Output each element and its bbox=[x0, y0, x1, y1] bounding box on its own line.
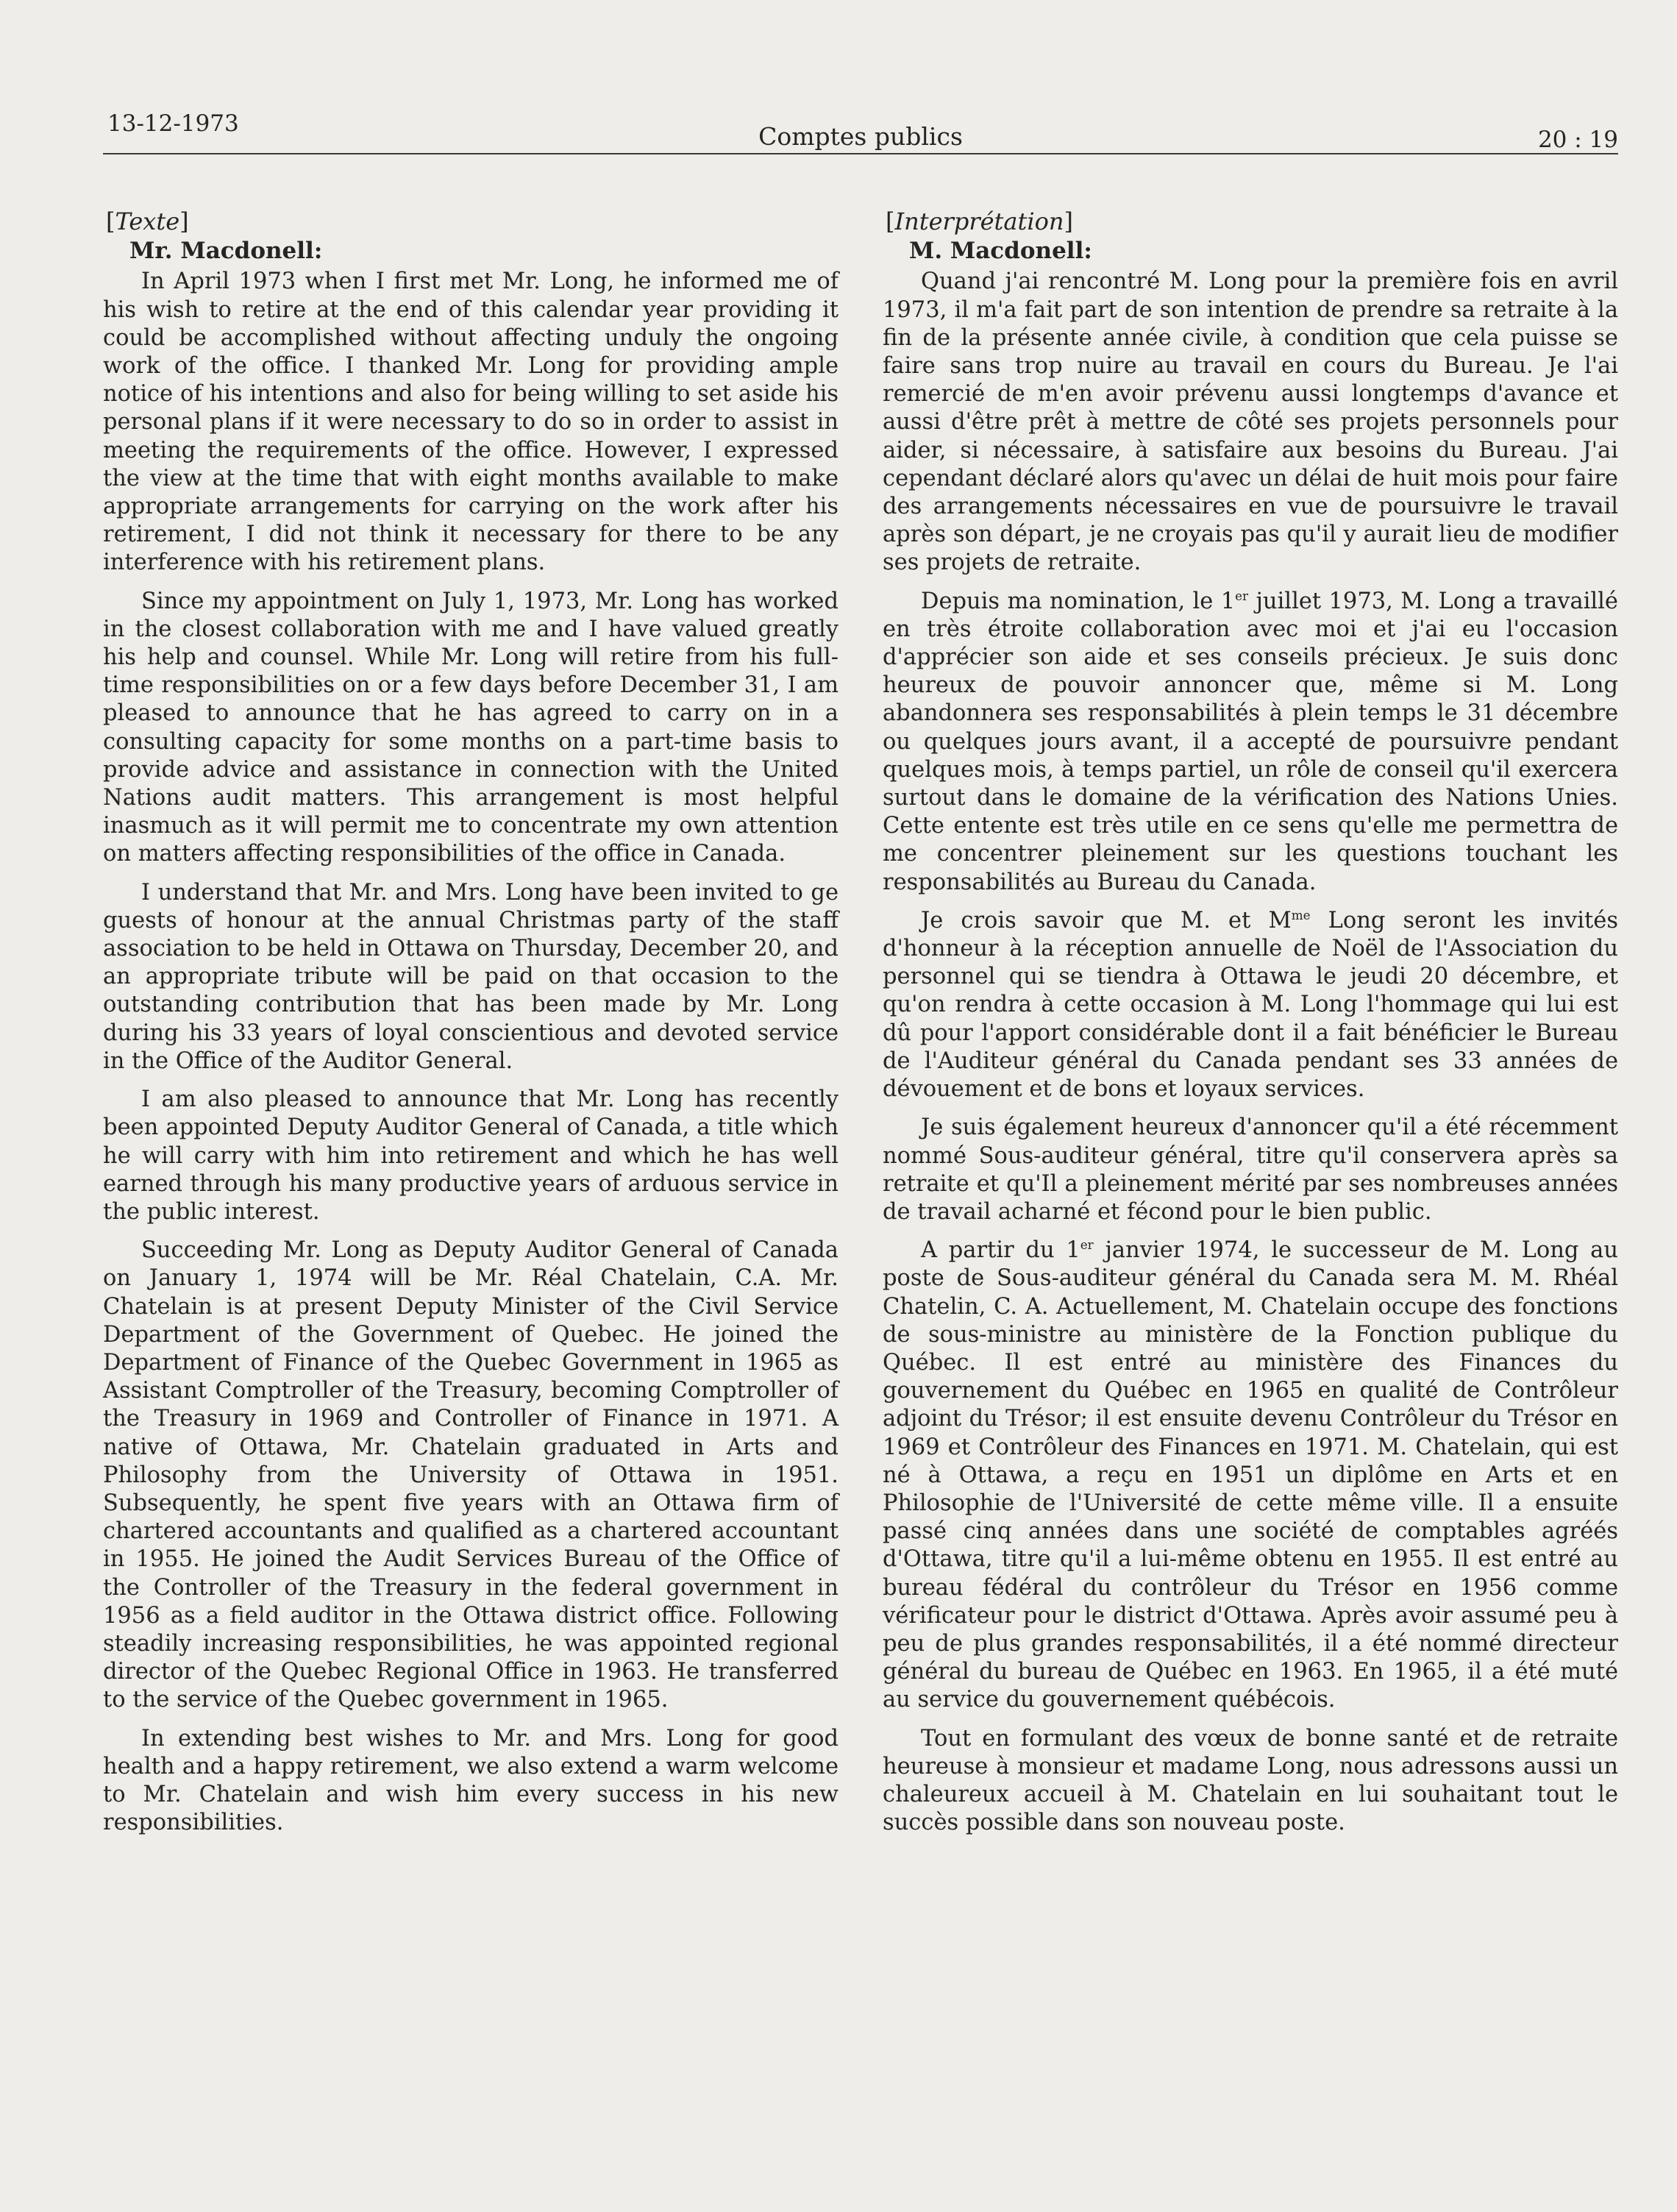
header-date: 13-12-1973 bbox=[107, 110, 239, 137]
paragraph: Depuis ma nomination, le 1er juillet 1973, M. Long a travaillé en très étroite collaboration avec moi et j'ai eu l'occasion d'apprécier son aide et ses conseils précieux. Je suis donc heureux de pouvoir annoncer que, même si M. Long abandonnera ses responsabilités à plein temps le 31 décembre ou quelques jours avant, il a accepté de poursuivre pendant quelques mois, à temps partiel, un rôle de conseil qu'il exercera surtout dans le domaine de la vérification des Nations Unies. Cette entente est très utile en ce sens qu'elle me permettra de me concentrer pleinement sur les questions touchant les responsabilités au Bureau du Canada. bbox=[883, 588, 1618, 895]
paragraph: Je crois savoir que M. et $M^{me}$ Long seront les invités d'honneur à la réception annuelle de Noël de l'Association du personnel qui se tiendra à Ottawa le jeudi 20 décembre, et qu'on rendra à cette occasion à M. Long l'hommage qui lui est dû pour l'apport considérable dont il a fait bénéficier le Bureau de l'Auditeur général du Canada pendant ses 33 années de dévouement et de bons et loyaux services. bbox=[883, 907, 1618, 1103]
header-page-number: 20 : 19 bbox=[1537, 127, 1618, 153]
paragraph: A partir du 1er janvier 1974, le successeur de M. Long au poste de Sous-auditeur général du Canada sera M. M. Rhéal Chatelin, C. A. Actuellement, M. Chatelain occupe des fonctions de sous-ministre au ministère de la Fonction publique du Québec. Il est entré au ministère des Finances du gouvernement du Québec en 1965 en qualité de Contrôleur adjoint du Trésor; il est ensuite devenu Contrôleur du Trésor en 1969 et Contrôleur des Finances en 1971. M. Chatelain, qui est né à Ottawa, a reçu en 1951 un diplôme en Arts et en Philosophie de l'Université de cette même ville. Il a ensuite passé cinq années dans une société de comptables agréés d'Ottawa, titre qu'il a lui-même obtenu en 1955. Il est entré au bureau fédéral du contrôleur du Trésor en 1956 comme vérificateur pour le district d'Ottawa. Après avoir assumé peu à peu de plus grandes responsabilités, il a été nommé directeur général du bureau de Québec en 1963. En 1965, il a été muté au service du gouvernement québécois. bbox=[883, 1237, 1618, 1713]
paragraph: I am also pleased to announce that Mr. Long has recently been appointed Deputy Auditor General of Canada, a title which he will carry with him into retirement and which he has well earned through his many productive years of arduous service in the public interest. bbox=[103, 1087, 838, 1225]
speaker-name: Mr. Macdonell: bbox=[129, 238, 323, 265]
paragraph: Quand j'ai rencontré M. Long pour la première fois en avril 1973, il m'a fait part de son intention de prendre sa retraite à la fin de la présente année civile, à condition que cela puisse se faire sans trop nuire au travail en cours du Bureau. Je l'ai remercié de m'en avoir prévenu aussi longtemps d'avance et aussi d'être prêt à mettre de côté ses projets personnels pour aider, si nécessaire, à satisfaire aux besoins du Bureau. J'ai cependant déclaré alors qu'avec un délai de huit mois pour faire des arrangements nécessaires en vue de poursuivre le travail après son départ, je ne croyais pas qu'il y aurait lieu de modifier ses projets de retraite. bbox=[883, 269, 1618, 576]
english-column bbox=[103, 207, 838, 1847]
paragraph: Je suis également heureux d'annoncer qu'il a été récemment nommé Sous-auditeur général, titre qu'il conservera après sa retraite et qu'Il a pleinement mérité par ses nombreuses années de travail acharné et fécond pour le bien public. bbox=[883, 1114, 1618, 1225]
speaker-name: M. Macdonell: bbox=[909, 238, 1092, 265]
paragraph: Succeeding Mr. Long as Deputy Auditor General of Canada on January 1, 1974 will be Mr. Réal Chatelain, C.A. Mr. Chatelain is at present Deputy Minister of the Civil Service Department of the Government of Quebec. He joined the Department of Finance of the Quebec Government in 1965 as Assistant Comptroller of the Treasury, becoming Comptroller of the Treasury in 1969 and Controller of Finance in 1971. A native of Ottawa, Mr. Chatelain graduated in Arts and Philosophy from the University of Ottawa in 1951. Subsequently, he spent five years with an Ottawa firm of chartered accountants and qualified as a chartered accountant in 1955. He joined the Audit Services Bureau of the Office of the Controller of the Treasury in the federal government in 1956 as a field auditor in the Ottawa district office. Following steadily increasing responsibilities, he was appointed regional director of the Quebec Regional Office in 1963. He transferred to the service of the Quebec government in 1965. bbox=[103, 1237, 838, 1713]
paragraph: Tout en formulant des vœux de bonne santé et de retraite heureuse à monsieur et madame Long, nous adressons aussi un chaleureux accueil à M. Chatelain en lui souhaitant tout le succès possible dans son nouveau poste. bbox=[883, 1725, 1618, 1836]
paragraph: I understand that Mr. and Mrs. Long have been invited to ge guests of honour at the annual Christmas party of the staff association to be held in Ottawa on Thursday, December 20, and an appropriate tribute will be paid on that occasion to the outstanding contribution that has been made by Mr. Long during his 33 years of loyal conscientious and devoted service in the Office of the Auditor General. bbox=[103, 879, 838, 1074]
paragraph: In extending best wishes to Mr. and Mrs. Long for good health and a happy retirement, we also extend a warm welcome to Mr. Chatelain and wish him every success in his new responsibilities. bbox=[103, 1725, 838, 1836]
header-rule bbox=[103, 153, 1618, 154]
section-tag: [Interprétation] bbox=[886, 207, 1073, 235]
header-title: Comptes publics bbox=[758, 122, 963, 151]
section-tag: [Texte] bbox=[106, 207, 189, 235]
paragraph: Since my appointment on July 1, 1973, Mr. Long has worked in the closest collaboration with me and I have valued greatly his help and counsel. While Mr. Long will retire from his full-time responsibilities on or a few days before December 31, I am pleased to announce that he has agreed to carry on in a consulting capacity for some months on a part-time basis to provide advice and assistance in connection with the United Nations audit matters. This arrangement is most helpful inasmuch as it will permit me to concentrate my own attention on matters affecting responsibilities of the office in Canada. bbox=[103, 588, 838, 867]
paragraph: In April 1973 when I first met Mr. Long, he informed me of his wish to retire at the end of this calendar year providing it could be accomplished without affecting unduly the ongoing work of the office. I thanked Mr. Long for providing ample notice of his intentions and also for being willing to set aside his personal plans if it were necessary to do so in order to assist in meeting the requirements of the office. However, I expressed the view at the time that with eight months available to make appropriate arrangements for carrying on the work after his retirement, I did not think it necessary for there to be any interference with his retirement plans. bbox=[103, 269, 838, 576]
french-column bbox=[883, 207, 1618, 1847]
page-header bbox=[103, 110, 1618, 156]
